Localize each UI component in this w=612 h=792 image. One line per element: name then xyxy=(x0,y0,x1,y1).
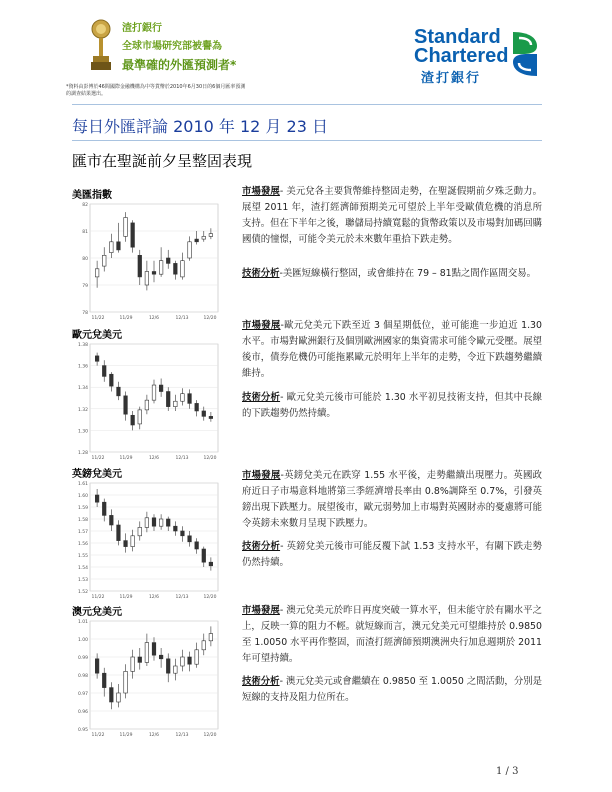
chart-title-usd-index: 美匯指數 xyxy=(72,190,112,201)
y-tick-label: 1.52 xyxy=(77,590,88,595)
market-text: -歐元兌美元下跌至近 3 個星期低位，並可能進一步迫近 1.30 水平。市場對歐洲銀行及個別歐洲國家的集資需求可能令歐元受壓。展望後市，債券危機仍可能拖累歐元於明年上半年的走勢，令近下跌趨勢繼續維持。 xyxy=(242,320,543,379)
candle-up xyxy=(174,666,178,673)
y-tick-label: 1.36 xyxy=(77,364,88,370)
x-tick-label: 12/6 xyxy=(148,456,160,461)
y-tick-label: 1.59 xyxy=(77,506,88,511)
candle-down xyxy=(152,643,156,656)
candle-down xyxy=(202,411,206,416)
candle-up xyxy=(131,536,135,547)
x-tick-label: 11/29 xyxy=(119,595,133,600)
x-tick-label: 11/29 xyxy=(119,456,133,461)
candle-down xyxy=(209,416,213,418)
x-tick-label: 12/6 xyxy=(148,595,160,600)
candle-down xyxy=(117,387,121,396)
x-tick-label: 12/20 xyxy=(203,316,217,321)
award-line-2: 全球市場研究部被譽為 xyxy=(122,41,222,52)
y-tick-label: 1.61 xyxy=(77,482,88,487)
brand-chartered: Chartered xyxy=(414,45,509,67)
candle-down xyxy=(95,659,99,673)
candle-down xyxy=(166,659,170,673)
chart-title-aud-usd: 澳元兌美元 xyxy=(72,607,122,618)
candle-up xyxy=(181,394,185,402)
candle-up xyxy=(138,410,142,424)
candle-up xyxy=(181,657,185,666)
candle-up xyxy=(124,218,128,237)
document-title: 每日外匯評論 2010 年 12 月 23 日 xyxy=(72,117,328,136)
market-commentary-gbp-usd xyxy=(242,468,542,532)
y-tick-label: 0.99 xyxy=(77,656,88,661)
candle-down xyxy=(174,526,178,531)
gbp-usd-chart xyxy=(72,479,222,609)
x-tick-label: 12/20 xyxy=(203,456,217,461)
award-line-3: 最準確的外匯預測者* xyxy=(122,58,237,72)
chart-title-eur-usd: 歐元兌美元 xyxy=(72,330,122,341)
award-line-1: 渣打銀行 xyxy=(122,23,162,34)
candle-up xyxy=(209,234,213,237)
candle-down xyxy=(124,396,128,414)
technical-text: - 澳元兌美元或會繼續在 0.9850 至 1.0050 之間活動，分別是短線的支持及阻力位所在。 xyxy=(242,676,542,703)
technical-commentary-aud-usd xyxy=(242,674,542,706)
candle-down xyxy=(131,223,135,247)
candle-down xyxy=(117,242,121,250)
candle-up xyxy=(181,261,185,277)
y-tick-label: 1.30 xyxy=(77,429,88,435)
candle-down xyxy=(159,385,163,391)
candle-up xyxy=(195,650,199,664)
x-tick-label: 12/13 xyxy=(175,733,189,738)
candle-down xyxy=(166,519,170,526)
y-tick-label: 1.28 xyxy=(77,451,88,456)
candle-up xyxy=(117,693,121,702)
x-tick-label: 11/22 xyxy=(91,733,105,738)
candle-down xyxy=(188,657,192,664)
y-tick-label: 1.32 xyxy=(77,407,88,413)
candle-up xyxy=(145,400,149,410)
y-tick-label: 1.38 xyxy=(77,343,88,348)
candle-down xyxy=(152,272,156,275)
chart-title-gbp-usd: 英鎊兌美元 xyxy=(72,469,122,480)
y-tick-label: 1.00 xyxy=(77,638,88,643)
header-divider xyxy=(72,104,542,105)
candle-down xyxy=(95,495,99,502)
usd-index-chart xyxy=(72,200,222,330)
x-tick-label: 12/13 xyxy=(175,316,189,321)
x-tick-label: 12/20 xyxy=(203,733,217,738)
candle-down xyxy=(102,673,106,687)
candle-down xyxy=(202,549,206,562)
candle-up xyxy=(202,641,206,650)
market-commentary-aud-usd xyxy=(242,603,542,667)
candle-up xyxy=(124,671,128,693)
market-text: -英鎊兌美元在跌穿 1.55 水平後，走勢繼續出現壓力。英國政府近日子市場意料地將第三季經濟增長率由 0.8%調降至 0.7%，引發英鎊出現下跌壓力。展望後市，歐元弱勢加上市場對英國財赤的憂慮將可能令英鎊未來數月呈現下跌壓力。 xyxy=(242,470,543,529)
candle-up xyxy=(110,242,114,253)
y-tick-label: 1.54 xyxy=(77,566,88,571)
page-number: 1 / 3 xyxy=(496,766,519,777)
technical-commentary-gbp-usd xyxy=(242,539,542,571)
y-tick-label: 1.60 xyxy=(77,494,88,499)
y-tick-label: 1.34 xyxy=(77,386,88,392)
candle-up xyxy=(174,401,178,406)
technical-commentary-usd-index xyxy=(242,266,542,282)
market-text: - 美元兌各主要貨幣維持整固走勢，在聖誕假期前夕殊乏動力。展望 2011 年，渣打經濟師預期美元可望於上半年受歐債危機的消息所支持。但在下半年之後，聯儲局持續寬鬆的貨幣政策以及市場對加碼回購國債的憧憬，可能令美元於未來數年重拾下跌走勢。 xyxy=(242,186,543,245)
technical-text: - 歐元兌美元後市可能於 1.30 水平初見技術支持，但其中長線的下跌趨勢仍然持續。 xyxy=(242,392,542,419)
standard-chartered-logo-icon xyxy=(505,28,545,80)
candle-down xyxy=(102,366,106,377)
candle-down xyxy=(124,541,128,547)
candle-down xyxy=(138,657,142,662)
candle-down xyxy=(188,394,192,404)
technical-label: 技術分析 xyxy=(242,676,280,687)
candle-down xyxy=(95,356,99,361)
candle-down xyxy=(152,518,156,526)
candle-up xyxy=(102,255,106,266)
candle-down xyxy=(166,392,170,407)
x-tick-label: 12/13 xyxy=(175,456,189,461)
y-tick-label: 78 xyxy=(82,311,88,316)
technical-commentary-eur-usd xyxy=(242,390,542,422)
candle-down xyxy=(159,655,163,659)
candle-up xyxy=(145,518,149,528)
candle-up xyxy=(202,236,206,239)
y-tick-label: 1.01 xyxy=(77,620,88,625)
technical-label: 技術分析 xyxy=(242,541,281,552)
candle-up xyxy=(188,242,192,258)
x-tick-label: 11/29 xyxy=(119,733,133,738)
candle-down xyxy=(195,403,199,411)
technical-text: - 英鎊兌美元後市可能反覆下試 1.53 支持水平，有關下跌走勢仍然持續。 xyxy=(242,541,542,568)
brand-standard: Standard xyxy=(414,26,501,48)
y-tick-label: 82 xyxy=(82,203,88,208)
brand-chinese: 渣打銀行 xyxy=(421,71,482,86)
candle-down xyxy=(209,562,213,566)
candle-up xyxy=(131,657,135,671)
technical-text: -美匯短線橫行整固，或會維持在 79 – 81點之間作區間交易。 xyxy=(279,268,537,279)
y-tick-label: 1.55 xyxy=(77,554,88,559)
candle-down xyxy=(138,255,142,277)
candle-down xyxy=(131,415,135,425)
candle-down xyxy=(174,263,178,274)
y-tick-label: 1.58 xyxy=(77,518,88,523)
y-tick-label: 0.97 xyxy=(77,692,88,697)
candle-up xyxy=(159,519,163,526)
candle-down xyxy=(195,542,199,549)
candle-down xyxy=(102,502,106,515)
x-tick-label: 12/13 xyxy=(175,595,189,600)
y-tick-label: 0.96 xyxy=(77,710,88,715)
x-tick-label: 12/20 xyxy=(203,595,217,600)
technical-label: 技術分析 xyxy=(242,392,281,403)
candle-up xyxy=(145,272,149,286)
candle-down xyxy=(181,531,185,536)
y-tick-label: 80 xyxy=(82,257,88,262)
x-tick-label: 12/6 xyxy=(148,316,160,321)
y-tick-label: 0.98 xyxy=(77,674,88,679)
candle-down xyxy=(166,258,170,263)
y-tick-label: 1.53 xyxy=(77,578,88,583)
candle-up xyxy=(152,385,156,400)
candle-down xyxy=(110,688,114,702)
headline: 匯市在聖誕前夕呈整固表現 xyxy=(72,152,253,170)
aud-usd-chart xyxy=(72,617,222,747)
eur-usd-chart xyxy=(72,340,222,470)
candle-down xyxy=(110,374,114,386)
candle-down xyxy=(110,515,114,525)
technical-label: 技術分析 xyxy=(242,268,280,279)
x-tick-label: 11/22 xyxy=(91,595,105,600)
candle-down xyxy=(117,525,121,541)
candle-up xyxy=(138,527,142,535)
market-label: 市場發展 xyxy=(242,605,280,616)
x-tick-label: 11/22 xyxy=(91,456,105,461)
x-tick-label: 12/6 xyxy=(148,733,160,738)
market-label: 市場發展 xyxy=(242,320,281,331)
award-footnote: *資料由彭博於46間國際金融機構為中等貨幣於2010年6月30日的6個月匯率預測的調查結果選出。 xyxy=(66,84,246,97)
x-tick-label: 11/29 xyxy=(119,316,133,321)
plot-frame xyxy=(90,483,218,591)
candle-down xyxy=(188,536,192,542)
candle-down xyxy=(195,239,199,242)
market-commentary-usd-index xyxy=(242,184,542,248)
market-label: 市場發展 xyxy=(242,470,281,481)
market-label: 市場發展 xyxy=(242,186,280,197)
title-divider xyxy=(72,140,542,141)
market-commentary-eur-usd xyxy=(242,318,542,382)
y-tick-label: 1.57 xyxy=(77,530,88,535)
award-trophy-icon xyxy=(88,18,114,74)
y-tick-label: 0.95 xyxy=(77,728,88,733)
candle-up xyxy=(159,261,163,275)
market-text: - 澳元兌美元於昨日再度突破一算水平，但未能守於有關水平之上，反映一算的阻力不輕。就短線而言，澳元兌美元可望維持於 0.9850 至 1.0050 水平再作整固，而渣打經濟師預期澳洲央行加息週期於 2011 年可望持續。 xyxy=(242,605,542,664)
candle-up xyxy=(209,634,213,641)
x-tick-label: 11/22 xyxy=(91,316,105,321)
y-tick-label: 79 xyxy=(82,284,88,289)
candle-up xyxy=(145,643,149,663)
candle-up xyxy=(95,269,99,277)
y-tick-label: 81 xyxy=(82,230,88,235)
y-tick-label: 1.56 xyxy=(77,542,88,547)
